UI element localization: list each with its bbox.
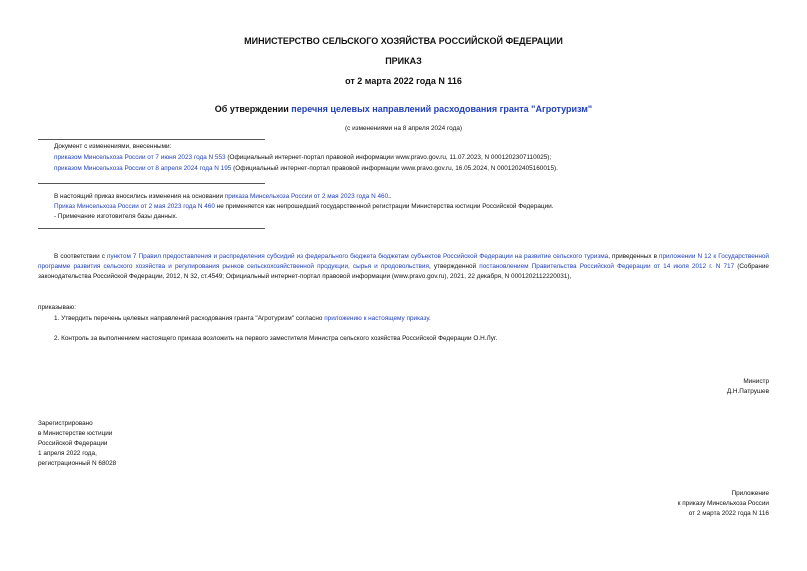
notice-link[interactable]: Приказ Минсельхоза России от 2 мая 2023 года N 460 xyxy=(54,203,215,210)
signature-name: Д.Н.Патрушев xyxy=(726,388,769,395)
amendment-item xyxy=(54,153,551,163)
preamble-text: , утвержденной xyxy=(428,263,480,270)
notice-line xyxy=(54,202,554,212)
amendment-link[interactable]: приказом Минсельхоза России от 7 июня 2023 года N 553 xyxy=(54,154,226,161)
notice-link[interactable]: приказа Минсельхоза России от 2 мая 2023 года N 460 xyxy=(224,193,389,200)
order-item-1 xyxy=(54,314,431,324)
ministry-heading: МИНИСТЕРСТВО СЕЛЬСКОГО ХОЗЯЙСТВА РОССИЙСКОЙ ФЕДЕРАЦИИ xyxy=(244,36,563,46)
document-title xyxy=(0,104,807,114)
order-item-text: 1. Утвердить перечень целевых направлений расходования гранта "Агротуризм" согласно xyxy=(54,315,325,322)
preamble-text: , приведенных в xyxy=(608,253,660,260)
date-number-heading: от 2 марта 2022 года N 116 xyxy=(345,76,462,86)
rules-link[interactable]: пунктом 7 Правил предоставления и распределения субсидий из федерального бюджета бюджетам субъектов Российской Федерации на развитие сельского туризма xyxy=(107,253,609,260)
amendment-source: (Официальный интернет-портал правовой информации www.pravo.gov.ru, 16.05.2024, N 0001202405160015). xyxy=(231,165,558,172)
order-item-2: 2. Контроль за выполнением настоящего приказа возложить на первого заместителя Министра сельского хозяйства Российской Федерации О.Н.Луг. xyxy=(54,335,498,342)
amendments-intro: Документ с изменениями, внесенными: xyxy=(54,143,172,150)
amendment-link[interactable]: приказом Минсельхоза России от 8 апреля 2024 года N 195 xyxy=(54,165,232,172)
doc-type-heading: ПРИКАЗ xyxy=(385,56,422,66)
notice-text: В настоящий приказ вносились изменения на основании xyxy=(54,193,225,200)
order-item-end: . xyxy=(428,315,431,322)
preamble-paragraph xyxy=(38,252,769,282)
signature-position: Министр xyxy=(743,378,769,385)
government-decree-link[interactable]: постановлением Правительства Российской Федерации от 14 июля 2012 г. N 717 xyxy=(479,263,735,270)
amendment-date-note: (с изменениями на 8 апреля 2024 года) xyxy=(345,125,462,132)
order-word: приказываю: xyxy=(38,304,76,311)
divider-middle xyxy=(38,183,265,184)
registration-line: регистрационный N 68028 xyxy=(38,460,117,467)
registration-line: 1 апреля 2022 года, xyxy=(38,450,97,457)
divider-bottom xyxy=(38,228,265,229)
appendix-line: Приложение xyxy=(731,490,769,497)
appendix-line: от 2 марта 2022 года N 116 xyxy=(688,510,769,517)
registration-line: Зарегистрировано xyxy=(38,420,93,427)
notice-line xyxy=(54,192,392,202)
title-prefix: Об утверждении xyxy=(214,104,292,114)
preamble-text: В соответствии с xyxy=(54,253,107,260)
registration-line: в Министерстве юстиции xyxy=(38,430,113,437)
divider-top xyxy=(38,139,265,140)
notice-end: .. xyxy=(388,193,392,200)
preamble-text: (Собрание законодательства Российской Федерации, 2012, N 32, ст.4549; Официальный интернет-портал правовой информации (www.pravo.gov.ru), 2021, 22 декабря, N 0001202112220031), xyxy=(38,263,769,280)
registration-line: Российской Федерации xyxy=(38,440,108,447)
amendment-source: (Официальный интернет-портал правовой информации www.pravo.gov.ru, 11.07.2023, N 0001202307110025); xyxy=(225,154,552,161)
appendix-line: к приказу Минсельхоза России xyxy=(677,500,769,507)
notice-text: не применяется как непрошедший государственной регистрации Министерства юстиции Российской Федерации. xyxy=(214,203,554,210)
appendix-link[interactable]: приложению к настоящему приказу xyxy=(324,315,429,322)
program-appendix-link[interactable]: приложении N 12 к Государственной программе развития сельского хозяйства и регулирования рынков сельскохозяйственной продукции, сырья и продовольствия xyxy=(38,253,769,270)
title-link[interactable]: перечня целевых направлений расходования гранта "Агротуризм" xyxy=(291,104,593,114)
amendment-item xyxy=(54,164,558,174)
notice-note: - Примечание изготовителя базы данных. xyxy=(54,213,178,220)
